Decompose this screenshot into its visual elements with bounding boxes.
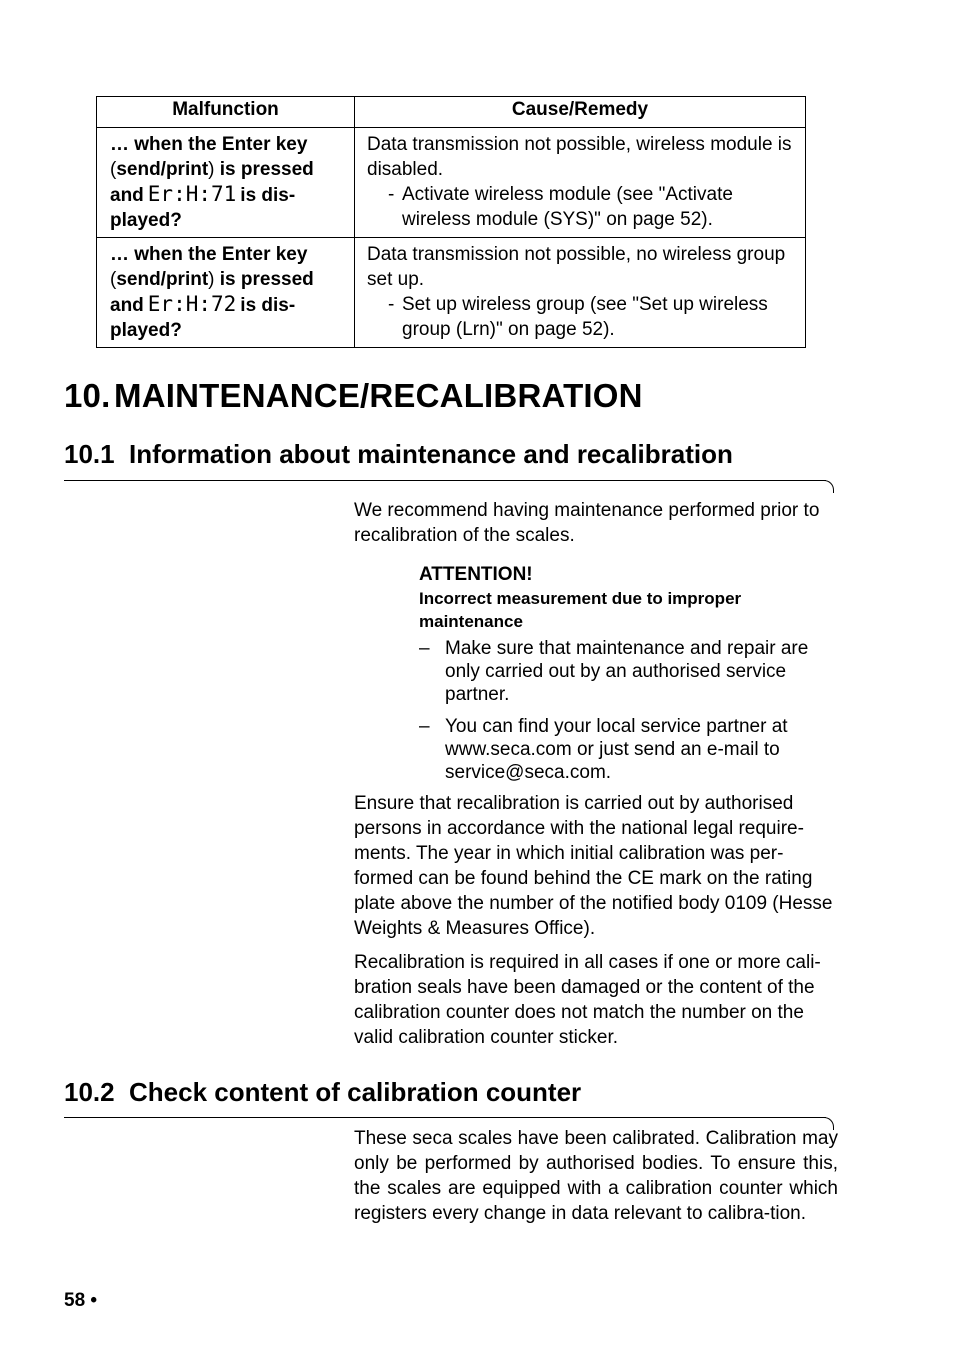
paren-open: ( [110, 159, 117, 180]
table-header-row [97, 97, 806, 128]
seal-paragraph: Recalibration is required in all cases if one or more cali-bration seals have been damaged or the content of the calibration counter does not match the number on the valid calibration counter sticker. [354, 952, 821, 1048]
paren-close: ) [208, 159, 215, 180]
remedy-text: Activate wireless module (see "Activate wireless module (SYS)" on page 52). [402, 184, 733, 230]
list-item [419, 637, 839, 706]
error-code-display: Er:H:72 [147, 292, 237, 316]
table-row [97, 128, 806, 238]
remedy-item [367, 182, 801, 232]
paren-close: ) [208, 269, 215, 290]
section-heading [64, 1076, 581, 1108]
bullet-text: You can find your local service partner at www.seca.com or just send an e-mail to service@seca.com. [445, 716, 788, 783]
and-text: and [110, 185, 144, 206]
section-title: Check content of calibration counter [129, 1077, 582, 1107]
cause-remedy-cell [355, 128, 806, 238]
chapter-heading [64, 374, 643, 418]
played-text: played? [110, 210, 182, 231]
paren-open: ( [110, 269, 117, 290]
page-number: 58 • [64, 1290, 98, 1311]
bullet-dash: – [419, 716, 430, 737]
malfunction-cell [97, 238, 355, 348]
is-displayed-text: is dis- [240, 185, 296, 206]
bullet-text: Make sure that maintenance and repair are only carried out by an authorised service partner. [445, 638, 809, 705]
divider-hook [823, 480, 834, 493]
malfunction-text: … when the Enter key [110, 244, 308, 265]
column-header-malfunction: Malfunction [97, 97, 355, 128]
table-row [97, 238, 806, 348]
attention-subtitle: Incorrect measurement due to improper maintenance [419, 589, 742, 631]
key-name: send/print [116, 159, 209, 180]
section-divider [64, 1117, 826, 1118]
and-text: and [110, 295, 144, 316]
cause-text: Data transmission not possible, no wireless group set up. [367, 244, 786, 290]
section-title: Information about maintenance and recalibration [129, 439, 733, 469]
section-number: 10.2 [64, 1077, 115, 1107]
column-header-cause-remedy: Cause/Remedy [355, 97, 806, 128]
cause-remedy-cell [355, 238, 806, 348]
attention-title: ATTENTION! [419, 564, 533, 585]
remedy-item [367, 292, 801, 342]
section-number: 10.1 [64, 439, 115, 469]
intro-paragraph: We recommend having maintenance performed prior to recalibration of the scales. [354, 500, 820, 546]
chapter-title: MAINTENANCE/RECALIBRATION [114, 377, 643, 414]
remedy-dash: - [388, 184, 395, 205]
key-name: send/print [116, 269, 209, 290]
chapter-number: 10. [64, 377, 111, 414]
malfunction-table [96, 96, 806, 348]
remedy-dash: - [388, 294, 395, 315]
is-displayed-text: is dis- [240, 295, 296, 316]
is-pressed-text: is pressed [214, 269, 314, 290]
section-divider [64, 480, 826, 481]
calibration-counter-paragraph: These seca scales have been calibrated. Calibration may only be performed by authorised bodies. To ensure this, the scales are equipped with a calibration counter which registers every change in data relevant to calibra-tion. [354, 1128, 838, 1224]
is-pressed-text: is pressed [214, 159, 314, 180]
played-text: played? [110, 320, 182, 341]
bullet-dash: – [419, 638, 430, 659]
recalibration-paragraph: Ensure that recalibration is carried out by authorised persons in accordance with the national legal require-ments. The year in which initial calibration was per-formed can be found behind the CE mark on the rating plate above the number of the notified body 0109 (Hesse Weights & Measures Office). [354, 793, 833, 939]
malfunction-cell [97, 128, 355, 238]
section-heading [64, 438, 733, 470]
error-code-display: Er:H:71 [147, 182, 237, 206]
cause-text: Data transmission not possible, wireless module is disabled. [367, 134, 792, 180]
malfunction-text: … when the Enter key [110, 134, 308, 155]
remedy-text: Set up wireless group (see "Set up wireless group (Lrn)" on page 52). [402, 294, 768, 340]
list-item [419, 715, 839, 784]
